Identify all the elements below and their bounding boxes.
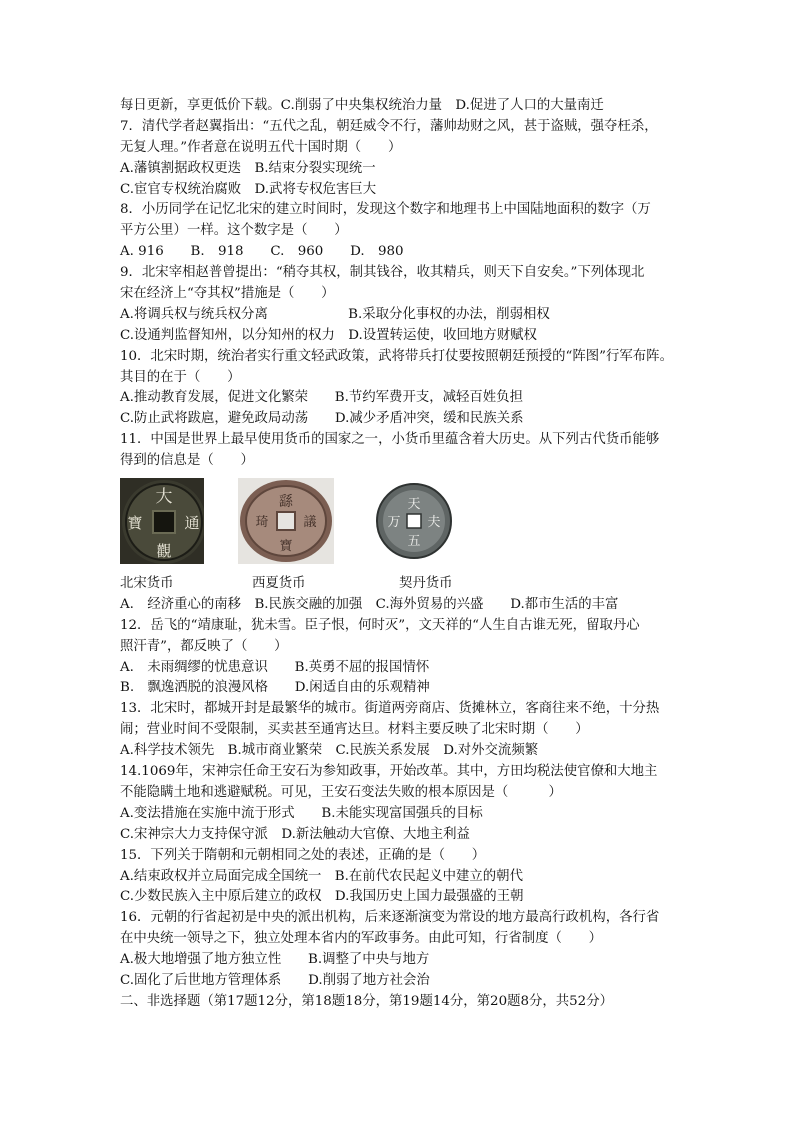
khitan-coin-image <box>375 478 453 564</box>
svg-text:万: 万 <box>387 515 401 531</box>
text-line: 宋在经济上“夺其权”措施是（ ） <box>120 286 335 302</box>
svg-text:琦: 琦 <box>255 515 269 531</box>
svg-text:大: 大 <box>155 487 173 508</box>
questions-block-2 <box>120 595 680 1013</box>
text-line: 在中央统一领导之下，独立处理本省内的军政事务。由此可知，行省制度（ ） <box>120 931 603 947</box>
question-7: 7．清代学者赵翼指出：“五代之乱，朝廷威令不行，藩帅劫财之风，甚于盗贼，强夺枉杀， <box>120 118 658 134</box>
question-14: 14.1069年，宋神宗任命王安石为参知政事，开始改革。其中，方田均税法使官僚和大地主 <box>120 764 658 780</box>
options-line: A.结束政权并立局面完成全国统一 B.在前代农民起义中建立的朝代 <box>120 868 523 884</box>
coin-label-khitan: 契丹货币 <box>399 576 453 592</box>
options-line: A. 经济重心的南移 B.民族交融的加强 C.海外贸易的兴盛 D.都市生活的丰富 <box>120 596 619 612</box>
options-line: A. 916 B. 918 C. 960 D. 980 <box>120 244 404 260</box>
options-line: A.将调兵权与统兵权分离 B.采取分化事权的办法，削弱相权 <box>120 306 550 322</box>
coin-label-northern-song: 北宋货币 <box>120 576 174 592</box>
exam-page <box>120 96 680 1013</box>
options-line: A.藩镇割据政权更迭 B.结束分裂实现统一 <box>120 160 376 176</box>
options-line: A.科学技术领先 B.城市商业繁荣 C.民族关系发展 D.对外交流频繁 <box>120 743 539 759</box>
options-line: A. 未雨绸缪的忧患意识 B.英勇不屈的报国情怀 <box>120 659 430 675</box>
svg-text:繇: 繇 <box>279 494 293 511</box>
text-line: 其目的在于（ ） <box>120 369 241 385</box>
question-13: 13．北宋时，都城开封是最繁华的城市。街道两旁商店、货摊林立，客商往来不绝，十分热 <box>120 701 660 717</box>
question-12: 12．岳飞的“靖康耻，犹未雪。臣子恨，何时灭”，文天祥的“人生自古谁无死，留取丹心 <box>120 617 640 633</box>
text-line: 每日更新，享更低价下载。C.削弱了中央集权统治力量 D.促进了人口的大量南迁 <box>120 98 604 113</box>
options-line: A.极大地增强了地方独立性 B.调整了中央与地方 <box>120 952 430 968</box>
questions-block-1 <box>120 96 680 472</box>
text-line: 得到的信息是（ ） <box>120 453 254 469</box>
coin-label-western-xia: 西夏货币 <box>252 576 306 592</box>
options-line: C.少数民族入主中原后建立的政权 D.我国历史上国力最强盛的王朝 <box>120 889 524 905</box>
options-line: C.固化了后世地方管理体系 D.削弱了地方社会治 <box>120 972 430 988</box>
svg-text:寶: 寶 <box>279 539 293 555</box>
svg-text:天: 天 <box>407 497 421 513</box>
western-xia-coin-image <box>238 478 334 564</box>
northern-song-coin-image <box>120 478 204 564</box>
question-9: 9．北宋宰相赵普曾提出：“稍夺其权，制其钱谷，收其精兵，则天下自安矣。”下列体现北 <box>120 265 645 281</box>
options-line: C.宋神宗大力支持保守派 D.新法触动大官僚、大地主利益 <box>120 826 470 842</box>
svg-text:夫: 夫 <box>427 515 441 531</box>
question-11: 11．中国是世界上最早使用货币的国家之一，小货币里蕴含着大历史。从下列古代货币能够 <box>120 432 660 448</box>
svg-text:寶: 寶 <box>127 514 143 533</box>
text-line: 平方公里）一样。这个数字是（ ） <box>120 223 348 239</box>
question-16: 16．元朝的行省起初是中央的派出机构，后来逐渐演变为常设的地方最高行政机构，各行省 <box>120 910 660 926</box>
svg-text:五: 五 <box>407 534 421 550</box>
coin-labels <box>120 574 680 595</box>
question-8: 8．小历同学在记忆北宋的建立时间时，发现这个数字和地理书上中国陆地面积的数字（万 <box>120 202 651 218</box>
options-line: A.变法措施在实施中流于形式 B.未能实现富国强兵的目标 <box>120 805 483 821</box>
coin-images <box>120 478 680 574</box>
options-line: C.设通判监督知州，以分知州的权力 D.设置转运使，收回地方财赋权 <box>120 327 537 343</box>
options-line: B. 飘逸洒脱的浪漫风格 D.闲适自由的乐观精神 <box>120 680 430 696</box>
text-line: 无复人理。”作者意在说明五代十国时期（ ） <box>120 139 402 155</box>
svg-text:觀: 觀 <box>156 542 172 561</box>
options-line: C.宦官专权统治腐败 D.武将专权危害巨大 <box>120 181 377 197</box>
text-line: 不能隐瞒土地和逃避赋税。可见，王安石变法失败的根本原因是（ ） <box>120 784 562 800</box>
text-line: 闹；营业时间不受限制，买卖甚至通宵达旦。材料主要反映了北宋时期（ ） <box>120 722 589 738</box>
section-heading: 二、非选择题（第17题12分，第18题18分，第19题14分，第20题8分，共52分） <box>120 993 613 1009</box>
options-line: C.防止武将跋扈，避免政局动荡 D.减少矛盾冲突，缓和民族关系 <box>120 411 524 427</box>
svg-text:通: 通 <box>184 514 200 533</box>
question-10: 10．北宋时期，统治者实行重文轻武政策，武将带兵打仗要按照朝廷预授的“阵图”行军布阵。 <box>120 348 673 364</box>
svg-text:議: 議 <box>303 515 317 531</box>
text-line: 照汗青”，都反映了（ ） <box>120 638 288 654</box>
question-15: 15．下列关于隋朝和元朝相同之处的表述，正确的是（ ） <box>120 847 486 863</box>
options-line: A.推动教育发展，促进文化繁荣 B.节约军费开支，减轻百姓负担 <box>120 390 523 406</box>
